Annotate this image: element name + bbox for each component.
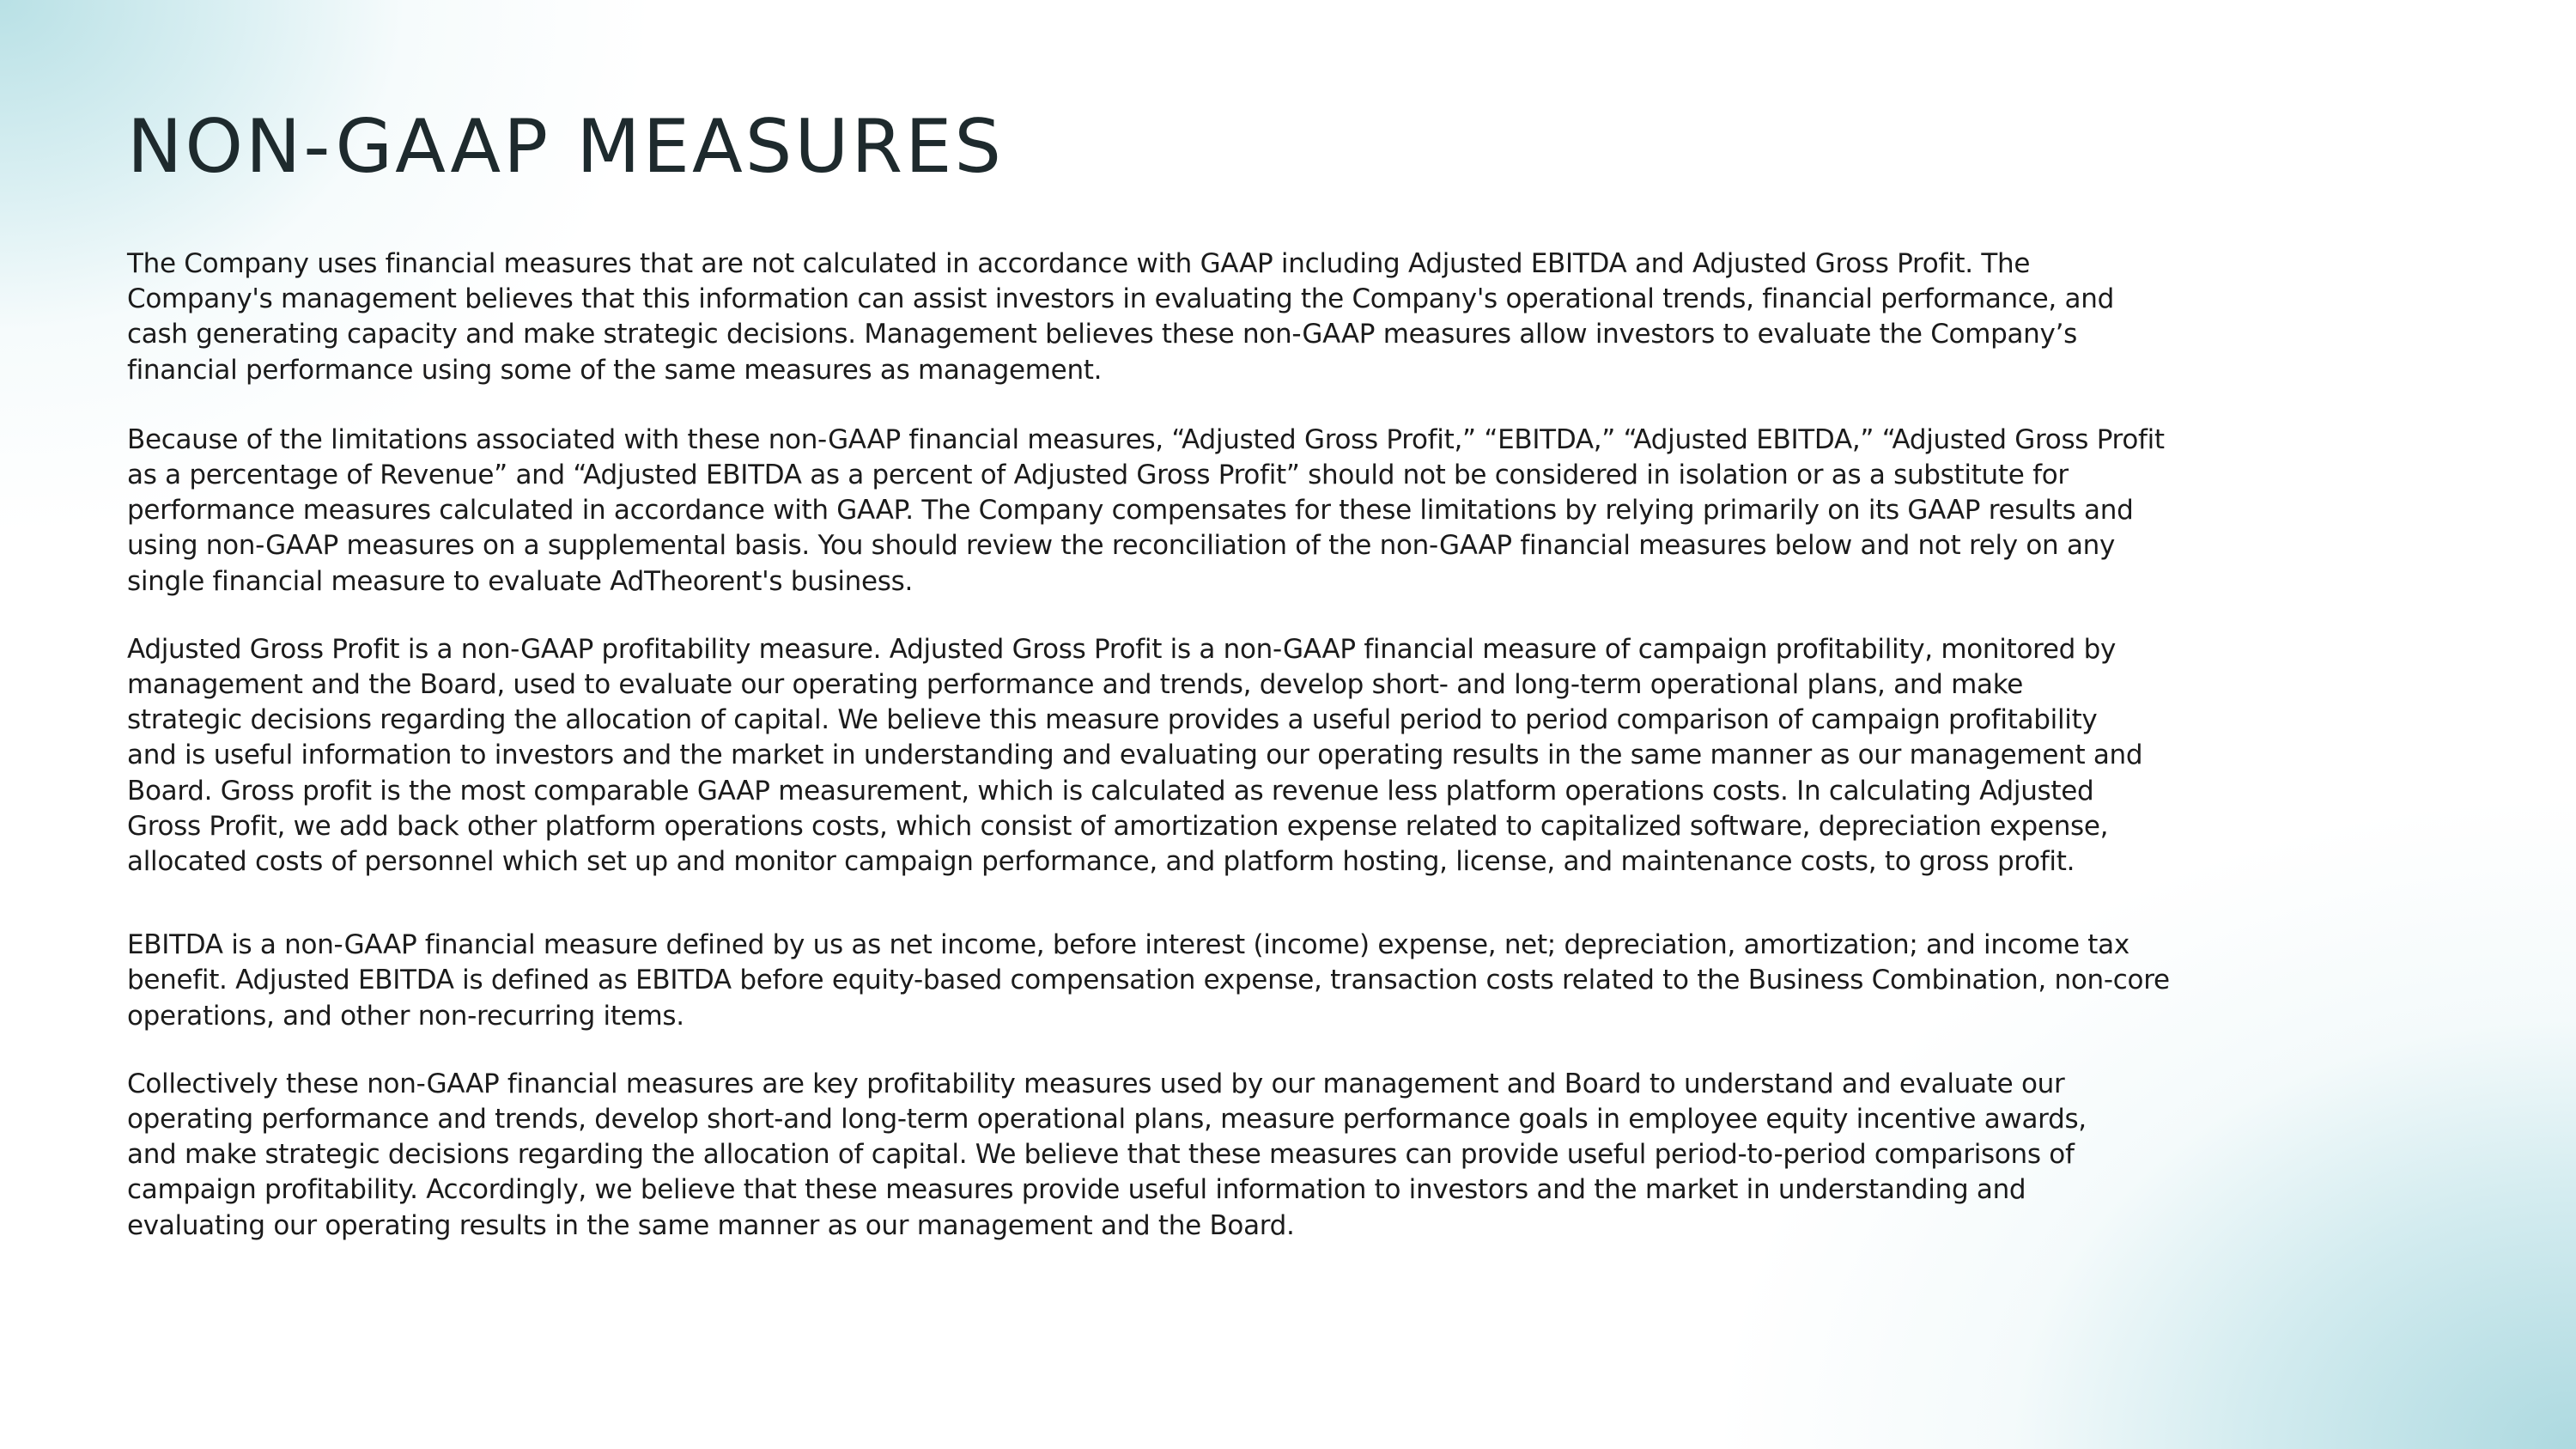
paragraph-line: operating performance and trends, develop short-and long-term operational plans, measure performance goals in employee equity incentive awards, [127, 1104, 2087, 1135]
paragraph-line: performance measures calculated in accordance with GAAP. The Company compensates for these limitations by relying primarily on its GAAP results and [127, 495, 2134, 527]
paragraph-line: management and the Board, used to evaluate our operating performance and trends, develop short- and long-term operational plans, and make [127, 669, 2024, 701]
paragraph-line: operations, and other non-recurring items. [127, 1000, 684, 1032]
paragraph-line: Gross Profit, we add back other platform operations costs, which consist of amortization expense related to capitalized software, depreciation expense, [127, 810, 2109, 842]
paragraph-line: cash generating capacity and make strategic decisions. Management believes these non-GAAP measures allow investors to evaluate the Company’s [127, 319, 2077, 350]
paragraph-line: as a percentage of Revenue” and “Adjusted EBITDA as a percent of Adjusted Gross Profit” should not be considered in isolation or as a substitute for [127, 460, 2069, 491]
paragraph-company-uses [127, 247, 2403, 388]
paragraph-limitations [127, 423, 2403, 600]
paragraph-line: using non-GAAP measures on a supplemental basis. You should review the reconciliation of the non-GAAP financial measures below and not rely on any [127, 530, 2116, 562]
paragraph-line: campaign profitability. Accordingly, we believe that these measures provide useful information to investors and the market in understanding and [127, 1174, 2026, 1206]
paragraph-line: Company's management believes that this information can assist investors in evaluating the Company's operational trends, financial performance, and [127, 283, 2114, 315]
paragraph-line: strategic decisions regarding the allocation of capital. We believe this measure provides a useful period to period comparison of campaign profitability [127, 704, 2098, 736]
paragraph-line: evaluating our operating results in the same manner as our management and the Board. [127, 1209, 1295, 1241]
paragraph-line: single financial measure to evaluate AdTheorent's business. [127, 565, 914, 597]
page-title: NON-GAAP MEASURES [127, 104, 1005, 190]
body-text [127, 247, 2403, 1244]
paragraph-line: Adjusted Gross Profit is a non-GAAP profitability measure. Adjusted Gross Profit is a non-GAAP financial measure of campaign profitability, monitored by [127, 633, 2117, 665]
paragraph-line: Board. Gross profit is the most comparable GAAP measurement, which is calculated as revenue less platform operations costs. In calculating Adjusted [127, 775, 2094, 807]
paragraph-line: and is useful information to investors and the market in understanding and evaluating our operating results in the same manner as our management and [127, 740, 2143, 771]
paragraph-line: Collectively these non-GAAP financial measures are key profitability measures used by our management and Board to understand and evaluate our [127, 1068, 2065, 1099]
paragraph-line: benefit. Adjusted EBITDA is defined as EBITDA before equity-based compensation expense, transaction costs related to the Business Combination, non-core [127, 965, 2170, 996]
paragraph-collectively [127, 1067, 2403, 1244]
paragraph-line: financial performance using some of the same measures as management. [127, 354, 1103, 386]
paragraph-line: allocated costs of personnel which set up and monitor campaign performance, and platform hosting, license, and maintenance costs, to gross profit. [127, 846, 2075, 878]
paragraph-line: and make strategic decisions regarding the allocation of capital. We believe that these measures can provide useful period-to-period comparisons of [127, 1139, 2075, 1171]
paragraph-line: EBITDA is a non-GAAP financial measure defined by us as net income, before interest (income) expense, net; depreciation, amortization; and income tax [127, 929, 2129, 961]
paragraph-adjusted-gross-profit [127, 632, 2403, 880]
paragraph-line: The Company uses financial measures that are not calculated in accordance with GAAP including Adjusted EBITDA and Adjusted Gross Profit. The [127, 248, 2031, 279]
paragraph-line: Because of the limitations associated with these non-GAAP financial measures, “Adjusted Gross Profit,” “EBITDA,” “Adjusted EBITDA,” “Adjusted Gross Profit [127, 423, 2165, 455]
paragraph-ebitda [127, 928, 2403, 1034]
